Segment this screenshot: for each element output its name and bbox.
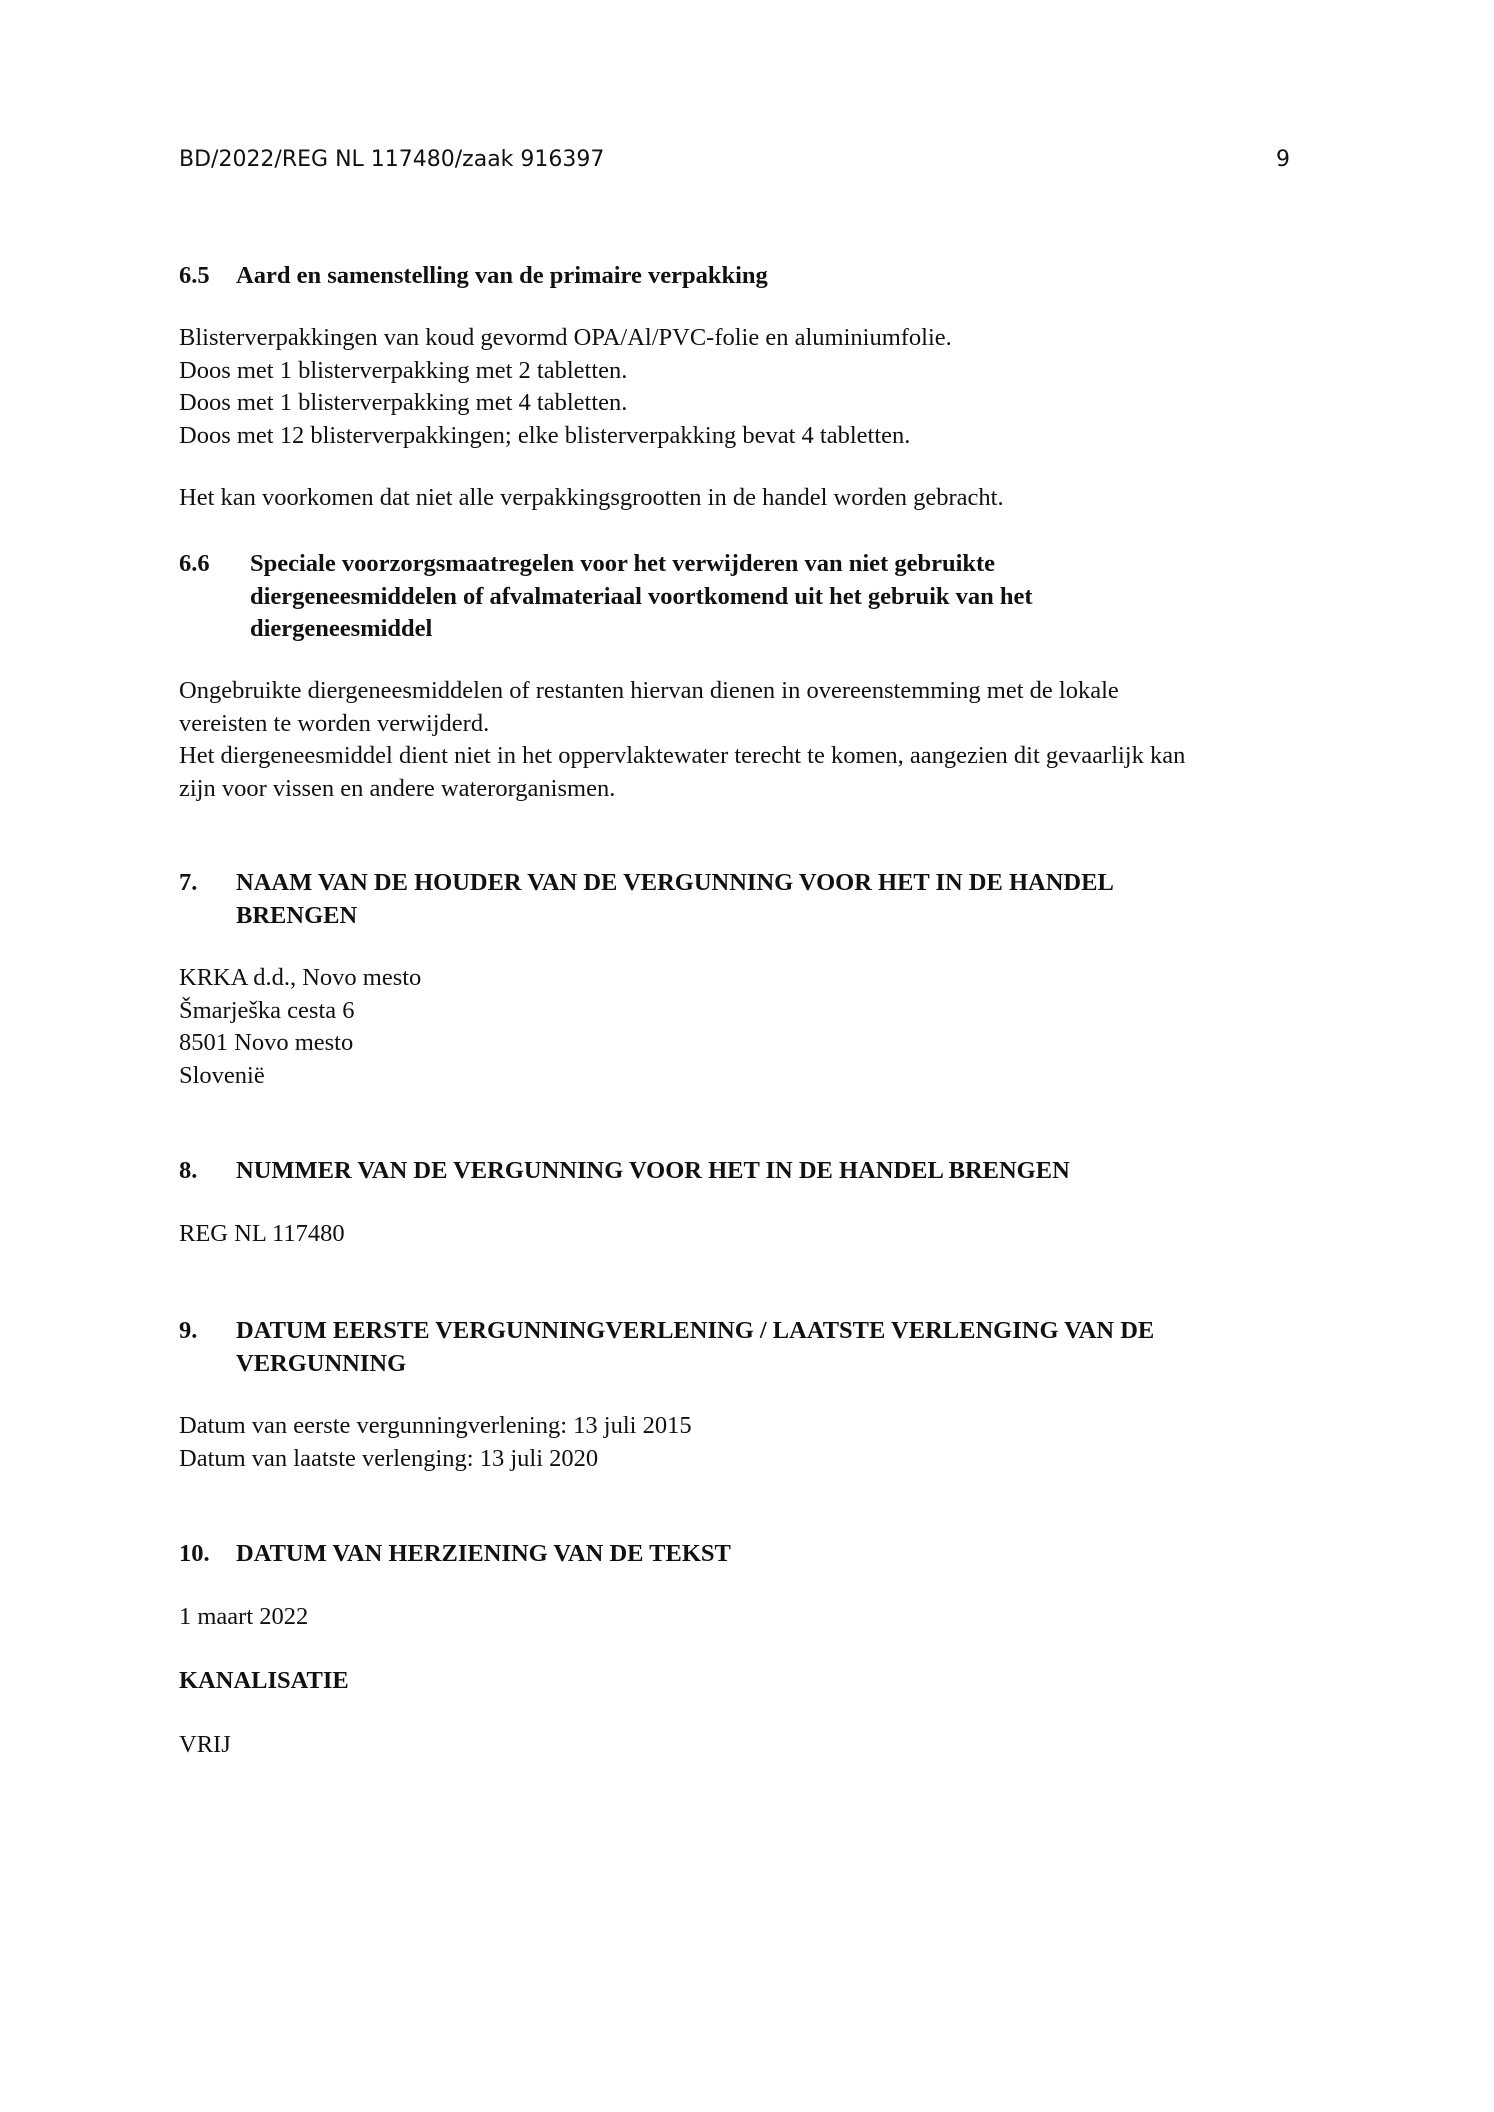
paragraph-line: Doos met 1 blisterverpakking met 2 tabletten. <box>179 356 628 384</box>
address-line: Šmarješka cesta 6 <box>179 996 355 1024</box>
title-line: VERGUNNING <box>236 1349 407 1377</box>
packaging-note: Het kan voorkomen dat niet alle verpakkingsgrootten in de handel worden gebracht. <box>179 484 1004 511</box>
paragraph-line: zijn voor vissen en andere waterorganismen. <box>179 774 616 802</box>
paragraph-line: Doos met 12 blisterverpakkingen; elke blisterverpakking bevat 4 tabletten. <box>179 421 911 449</box>
section-9-heading <box>179 1315 1279 1381</box>
section-8-heading <box>179 1155 1279 1188</box>
section-title: DATUM VAN HERZIENING VAN DE TEKST <box>236 1540 731 1567</box>
title-line: DATUM EERSTE VERGUNNINGVERLENING / LAATSTE VERLENGING VAN DE <box>236 1317 1155 1344</box>
section-number: 8. <box>179 1157 198 1184</box>
section-7-heading <box>179 867 1279 933</box>
revision-date: 1 maart 2022 <box>179 1603 309 1630</box>
section-6-5-body <box>179 322 952 452</box>
address-line: Slovenië <box>179 1061 265 1089</box>
section-6-6-body <box>179 675 1185 805</box>
paragraph-line: Ongebruikte diergeneesmiddelen of restanten hiervan dienen in overeenstemming met de lokale <box>179 677 1119 704</box>
section-number: 6.6 <box>179 550 210 577</box>
kanalisatie-value: VRIJ <box>179 1731 231 1758</box>
address-line: KRKA d.d., Novo mesto <box>179 964 422 991</box>
section-6-6-heading <box>179 548 1279 648</box>
kanalisatie-heading: KANALISATIE <box>179 1667 349 1694</box>
section-number: 6.5 <box>179 262 210 289</box>
paragraph-line: Doos met 1 blisterverpakking met 4 tabletten. <box>179 389 628 416</box>
title-line: NAAM VAN DE HOUDER VAN DE VERGUNNING VOOR HET IN DE HANDEL <box>236 869 1114 896</box>
paragraph-line: Het diergeneesmiddel dient niet in het oppervlaktewater terecht te komen, aangezien dit gevaarlijk kan <box>179 742 1186 769</box>
title-line: Speciale voorzorgsmaatregelen voor het verwijderen van niet gebruikte <box>250 550 996 577</box>
paragraph-line: vereisten te worden verwijderd. <box>179 709 490 737</box>
page-number: 9 <box>1276 147 1290 172</box>
authorisation-dates <box>179 1410 692 1475</box>
section-number: 7. <box>179 869 198 896</box>
section-title: NUMMER VAN DE VERGUNNING VOOR HET IN DE HANDEL BRENGEN <box>236 1157 1070 1184</box>
title-line: diergeneesmiddelen of afvalmateriaal voortkomend uit het gebruik van het <box>250 582 1033 610</box>
section-title: Aard en samenstelling van de primaire verpakking <box>236 262 768 289</box>
address-line: 8501 Novo mesto <box>179 1029 354 1056</box>
registration-number: REG NL 117480 <box>179 1220 345 1247</box>
section-number: 9. <box>179 1317 198 1344</box>
holder-address <box>179 962 421 1092</box>
date-line: Datum van eerste vergunningverlening: 13 juli 2015 <box>179 1412 692 1439</box>
section-number: 10. <box>179 1540 210 1567</box>
title-line: BRENGEN <box>236 901 358 929</box>
date-line: Datum van laatste verlenging: 13 juli 2020 <box>179 1444 599 1472</box>
title-line: diergeneesmiddel <box>250 615 433 642</box>
paragraph-line: Blisterverpakkingen van koud gevormd OPA/Al/PVC-folie en aluminiumfolie. <box>179 324 952 351</box>
section-10-heading <box>179 1538 1279 1571</box>
document-reference: BD/2022/REG NL 117480/zaak 916397 <box>179 147 605 172</box>
